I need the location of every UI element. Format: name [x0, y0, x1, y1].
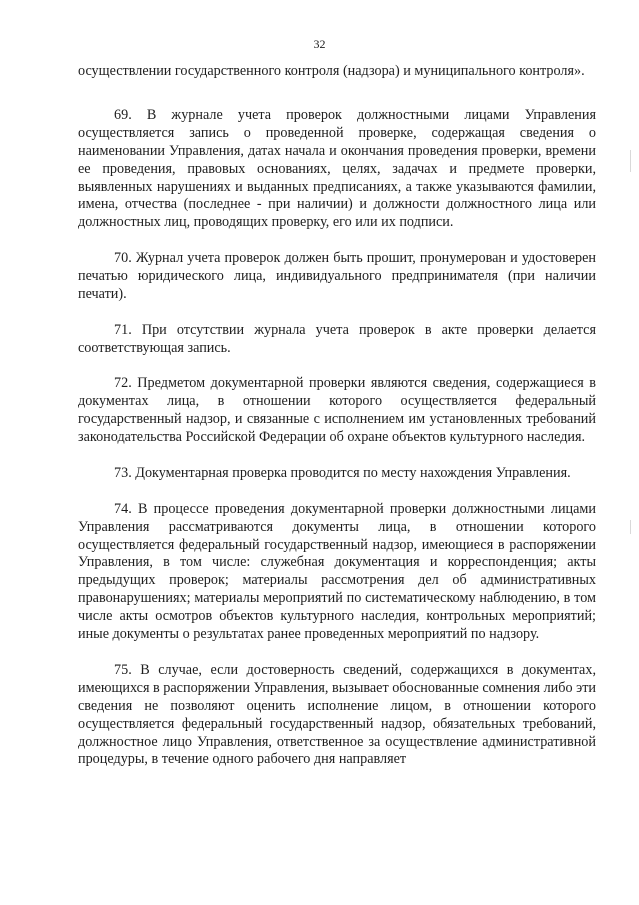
paragraph-75: 75. В случае, если достоверность сведений, содержащихся в документах, имеющихся в распоряжении Управления, вызывает обоснованные сомнения либо эти сведения не позволяют оценить исполнение лицом, в отношении которого осуществляется федеральный государственный надзор, обязательных требований, должностное лицо Управления, ответственное за осуществление административной процедуры, в течение одного рабочего дня направляет	[78, 661, 596, 768]
paragraph-69: 69. В журнале учета проверок должностными лицами Управления осуществляется запись о проведенной проверке, содержащая сведения о наименовании Управления, датах начала и окончания проведения проверки, времени ее проведения, правовых основаниях, целях, задачах и предмете проверки, выявленных нарушениях и выданных предписаниях, а также указываются фамилии, имена, отчества (последнее - при наличии) и должности должностного лица или должностных лиц, проводящих проверку, его или их подписи.	[78, 106, 596, 231]
paragraph-70: 70. Журнал учета проверок должен быть прошит, пронумерован и удостоверен печатью юридического лица, индивидуального предпринимателя (при наличии печати).	[78, 250, 596, 302]
scan-edge-mark	[630, 520, 631, 534]
paragraph-74: 74. В процессе проведения документарной проверки должностными лицами Управления рассматриваются документы лица, в отношении которого осуществляется федеральный государственный надзор, имеющиеся в распоряжении Управления, в том числе: служебная документация и корреспонденция; акты предыдущих проверок; материалы рассмотрения дел об административных правонарушениях; материалы мероприятий по систематическому наблюдению, в том числе акты осмотров объектов культурного наследия, контрольных мероприятий; иные документы о результатах ранее проведенных мероприятий по надзору.	[78, 500, 596, 643]
paragraph-71: 71. При отсутствии журнала учета проверок в акте проверки делается соответствующая запись.	[78, 321, 596, 356]
page-number: 32	[313, 37, 326, 51]
paragraph-72: 72. Предметом документарной проверки являются сведения, содержащиеся в документах лица, в отношении которого осуществляется федеральный государственный надзор, и связанные с исполнением им установленных требований законодательства Российской Федерации об охране объектов культурного наследия.	[78, 375, 596, 446]
scan-edge-mark	[630, 150, 631, 172]
paragraph-73: 73. Документарная проверка проводится по месту нахождения Управления.	[114, 464, 571, 481]
document-body	[78, 63, 596, 787]
paragraph-continuation: осуществлении государственного контроля (надзора) и муниципального контроля».	[78, 63, 585, 79]
